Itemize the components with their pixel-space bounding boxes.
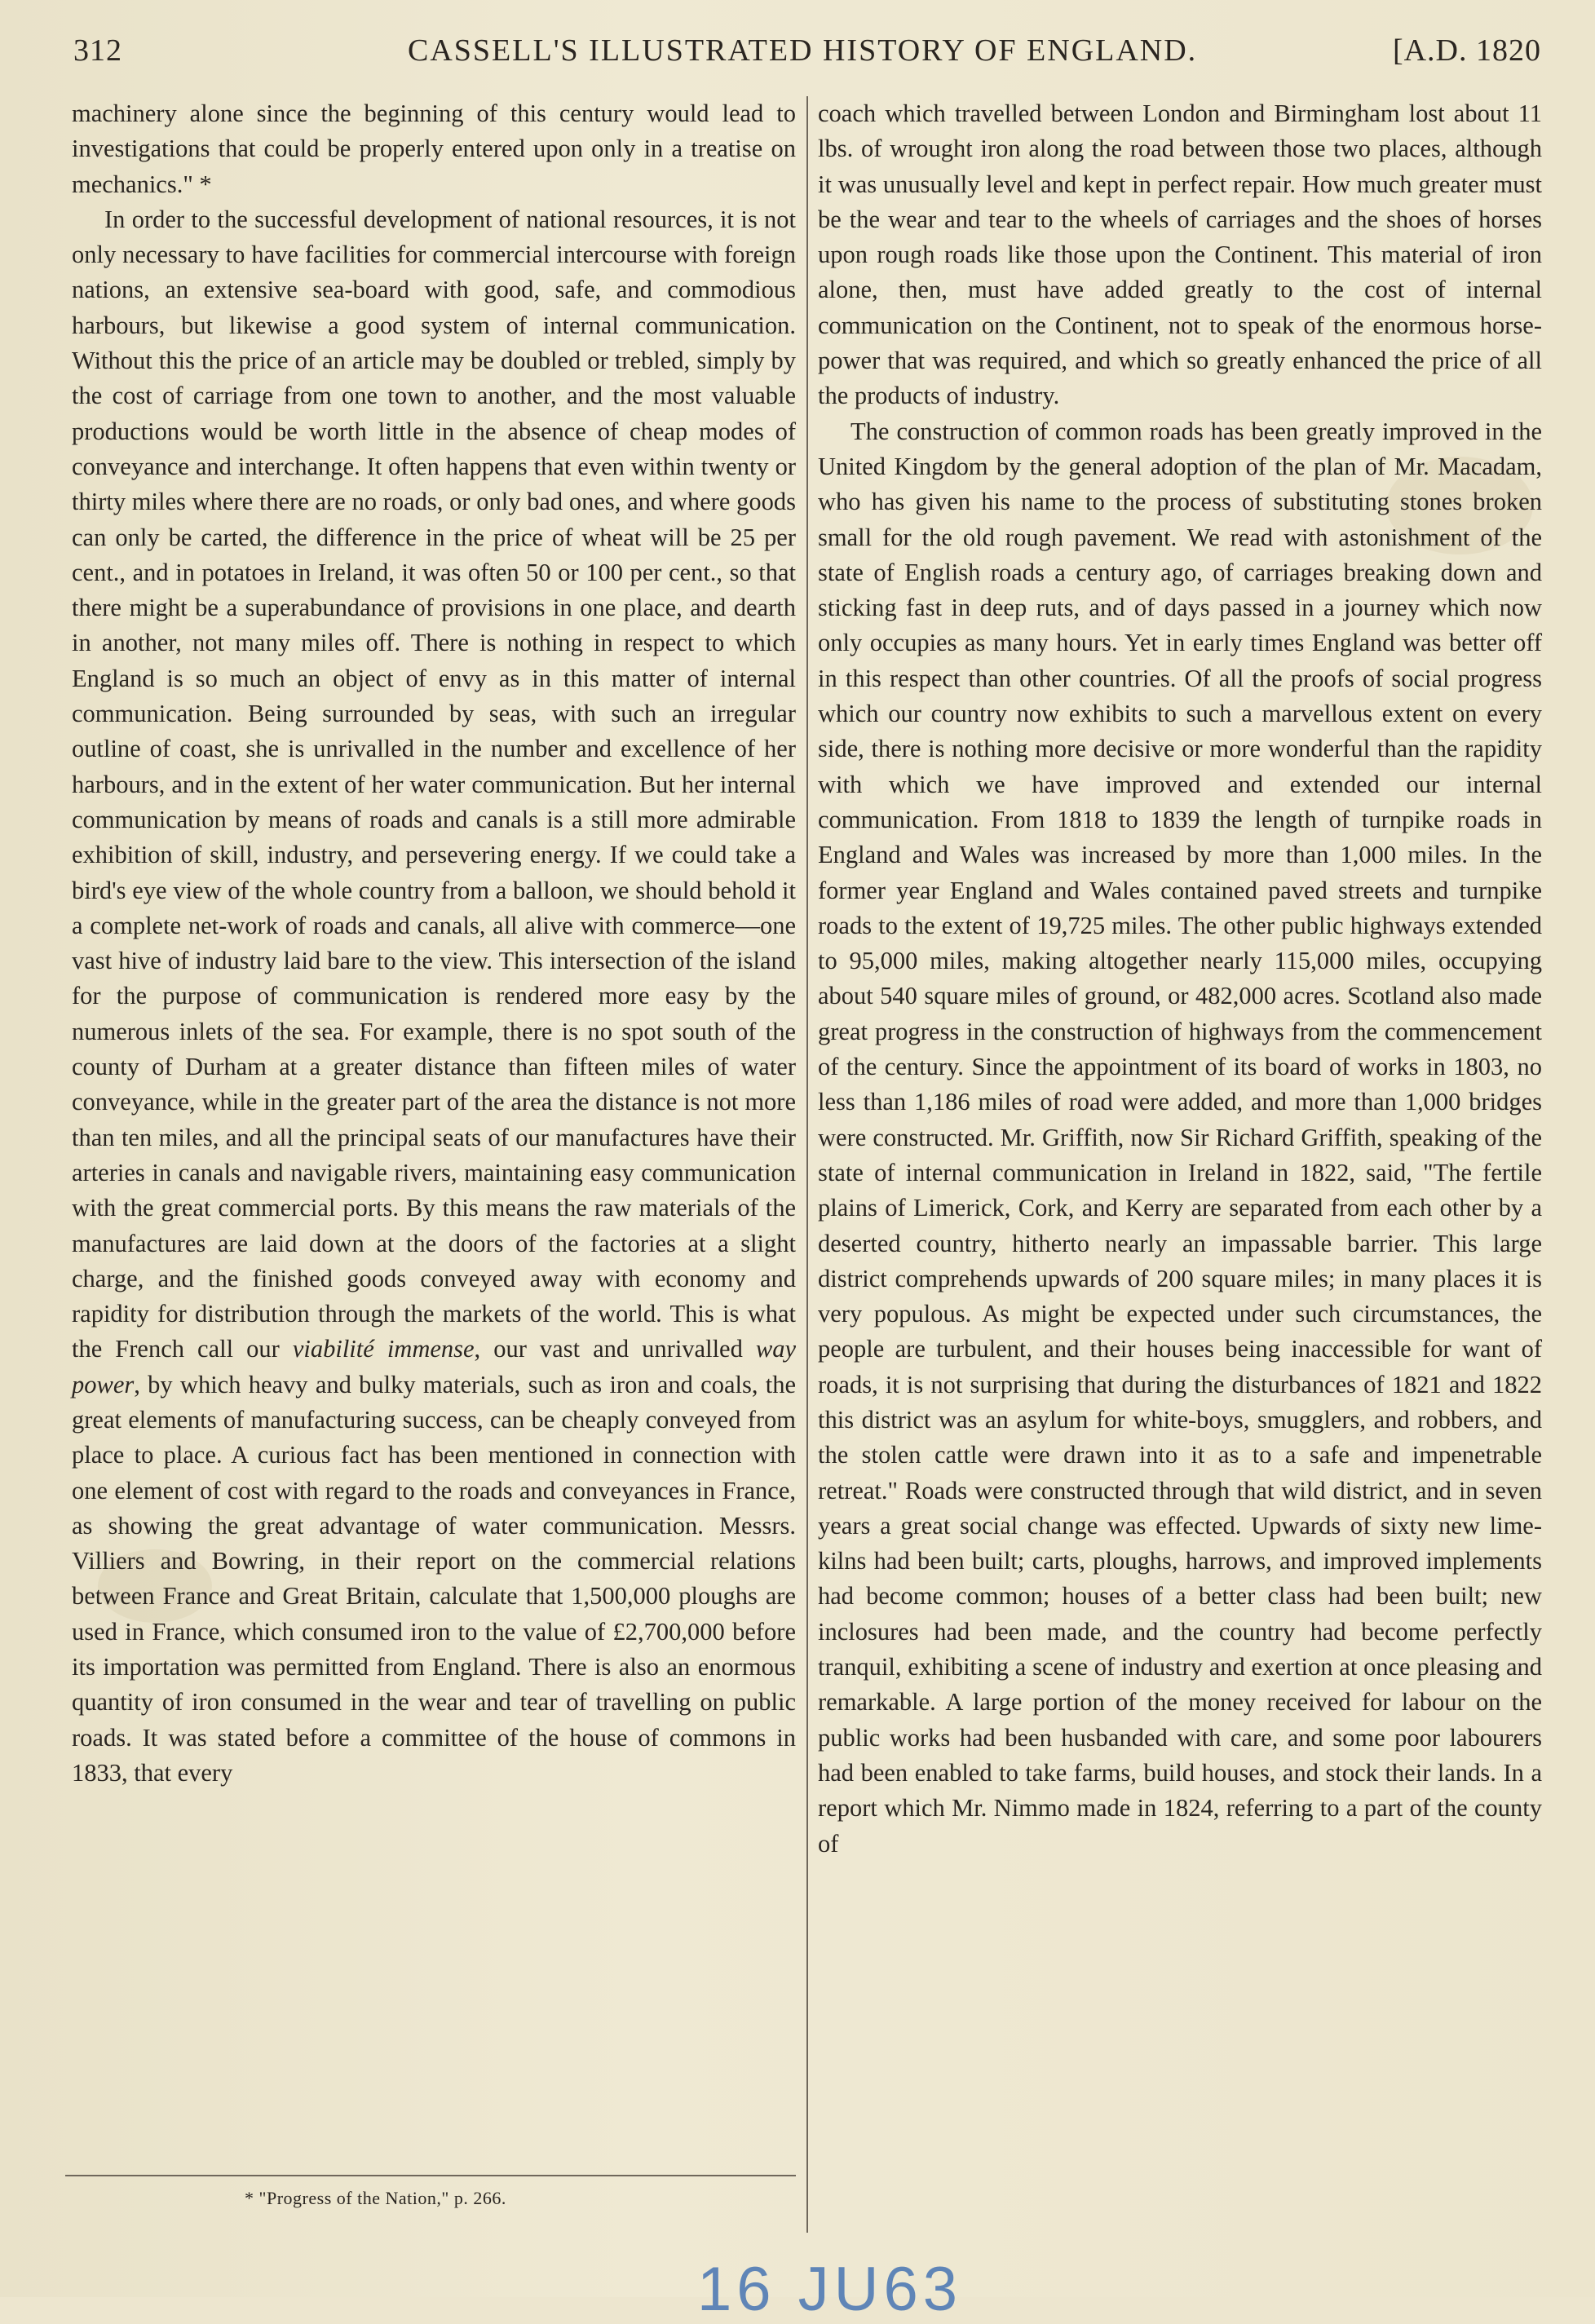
running-header [73, 28, 1541, 77]
footnote: * "Progress of the Nation," p. 266. [245, 2188, 506, 2208]
footnote-rule [65, 2175, 796, 2176]
library-stamp: 16 JU63 [697, 2255, 963, 2324]
paragraph: The construction of common roads has been greatly improved in the United Kingdom by the general adoption of the plan of Mr. Macadam, who has given his name to the process of substituting stones broken small for the old rough pavement. We read with astonishment of the state of English roads a century ago, of carriages breaking down and sticking fast in deep ruts, and of days passed in a journey which now only occupies as many hours. Yet in early times England was better off in this respect than other countries. Of all the proofs of social progress which our country now exhibits to such a marvellous extent on every side, there is nothing more decisive or more wonderful than the rapidity with which we have improved and extended our internal communication. From 1818 to 1839 the length of turnpike roads in England and Wales was increased by more than 1,000 miles. In the former year England and Wales contained paved streets and turnpike roads to the extent of 19,725 miles. The other public highways extended to 95,000 miles, making altogether nearly 115,000 miles, occupying about 540 square miles of ground, or 482,000 acres. Scotland also made great progress in the construction of highways from the commencement of the century. Since the appointment of its board of works in 1803, no less than 1,186 miles of road were added, and more than 1,000 bridges were constructed. Mr. Griffith, now Sir Richard Griffith, speaking of the state of internal communication in Ireland in 1822, said, "The fertile plains of Limerick, Cork, and Kerry are separated from each other by a deserted country, hitherto nearly an impassable barrier. This large district comprehends upwards of 200 square miles; in many places it is very populous. As might be expected under such circumstances, the people are turbulent, and their houses being inaccessible for want of roads, it is not surprising that during the disturbances of 1821 and 1822 this district was an asylum for white-boys, smugglers, and robbers, and the stolen cattle were drawn into it as to a safe and impenetrable retreat." Roads were constructed through that wild district, and in seven years a great social change was effected. Upwards of sixty new lime-kilns had been built; carts, ploughs, harrows, and improved implements had become common; houses of a better class had been built; new inclosures had been made, and the country had become perfectly tranquil, exhibiting a scene of industry and exertion at once pleasing and remarkable. A large portion of the money received for labour on the public works had been husbanded with care, and some poor labourers had been enabled to take farms, build houses, and stock their lands. In a report which Mr. Nimmo made in 1824, referring to a part of the county of [818, 417, 1542, 1858]
italic-phrase: way power [72, 1335, 797, 1398]
paragraph-text: , by which heavy and bulky materials, such as iron and coals, the great elements of manufacturing success, can be cheaply conveyed from place to place. A curious fact has been mentioned in connection with one element of cost with regard to the roads and conveyances in France, as showing the great advantage of water communication. Messrs. Villiers and Bowring, in their report on the commercial relations between France and Great Britain, calculate that 1,500,000 ploughs are used in France, which consumed iron to the value of £2,700,000 before its importation was permitted from England. There is also an enormous quantity of iron consumed in the wear and tear of travelling on public roads. It was stated before a committee of the house of commons in 1833, that every [72, 1370, 796, 1787]
paragraph: machinery alone since the beginning of this century would lead to investigations that could be properly entered upon only in a treatise on mechanics." * [72, 99, 796, 198]
column-divider [806, 96, 808, 2233]
page-number: 312 [73, 33, 122, 68]
running-title: CASSELL'S ILLUSTRATED HISTORY OF ENGLAND. [408, 33, 1198, 68]
right-column [818, 96, 1542, 1862]
paragraph: coach which travelled between London and Birmingham lost about 11 lbs. of wrought iron along the road between those two places, although it was unusually level and kept in perfect repair. How much greater must be the wear and tear to the wheels of carriages and the shoes of horses upon rough roads like those upon the Continent. This material of iron alone, then, must have added greatly to the cost of internal communication on the Continent, not to speak of the enormous horse-power that was required, and which so greatly enhanced the price of all the products of industry. [818, 99, 1542, 410]
header-date: [A.D. 1820 [1392, 33, 1541, 68]
paragraph-text: In order to the successful development of national resources, it is not only necessary to have facilities for commercial intercourse with foreign nations, an extensive sea-board with good, safe, and commodious harbours, but likewise a good system of internal communication. Without this the price of an article may be doubled or trebled, simply by the cost of carriage from one town to another, and the most valuable productions would be worth little in the absence of cheap modes of conveyance and interchange. It often happens that even within twenty or thirty miles where there are no roads, or only bad ones, and where goods can only be carted, the difference in the price of wheat will be 25 per cent., and in potatoes in Ireland, it was often 50 or 100 per cent., so that there might be a superabundance of provisions in one place, and dearth in another, not many miles off. There is nothing in respect to which England is so much an object of envy as in this matter of internal communication. Being surrounded by seas, with such an irregular outline of coast, she is unrivalled in the number and excellence of her harbours, and in the extent of her water communication. But her internal communication by means of roads and canals is a still more admirable exhibition of skill, industry, and persevering energy. If we could take a bird's eye view of the whole country from a balloon, we should behold it a complete net-work of roads and canals, all alive with commerce—one vast hive of industry laid bare to the view. This intersection of the island for the purpose of communication is rendered more easy by the numerous inlets of the sea. For example, there is no spot south of the county of Durham at a greater distance than fifteen miles of water conveyance, while in the greater part of the area the distance is not more than ten miles, and all the principal seats of our manufactures have their arteries in canals and navigable rivers, maintaining easy communication with the great commercial ports. By this means the raw materials of the manufactures are laid down at the doors of the factories at a slight charge, and the finished goods conveyed away with economy and rapidity for distribution through the markets of the world. This is what the French call our [72, 205, 796, 1363]
left-column [72, 96, 796, 1791]
paragraph [72, 202, 796, 1791]
paragraph-text: , our vast and unrivalled [474, 1335, 743, 1363]
italic-phrase: viabilité immense [292, 1335, 475, 1363]
